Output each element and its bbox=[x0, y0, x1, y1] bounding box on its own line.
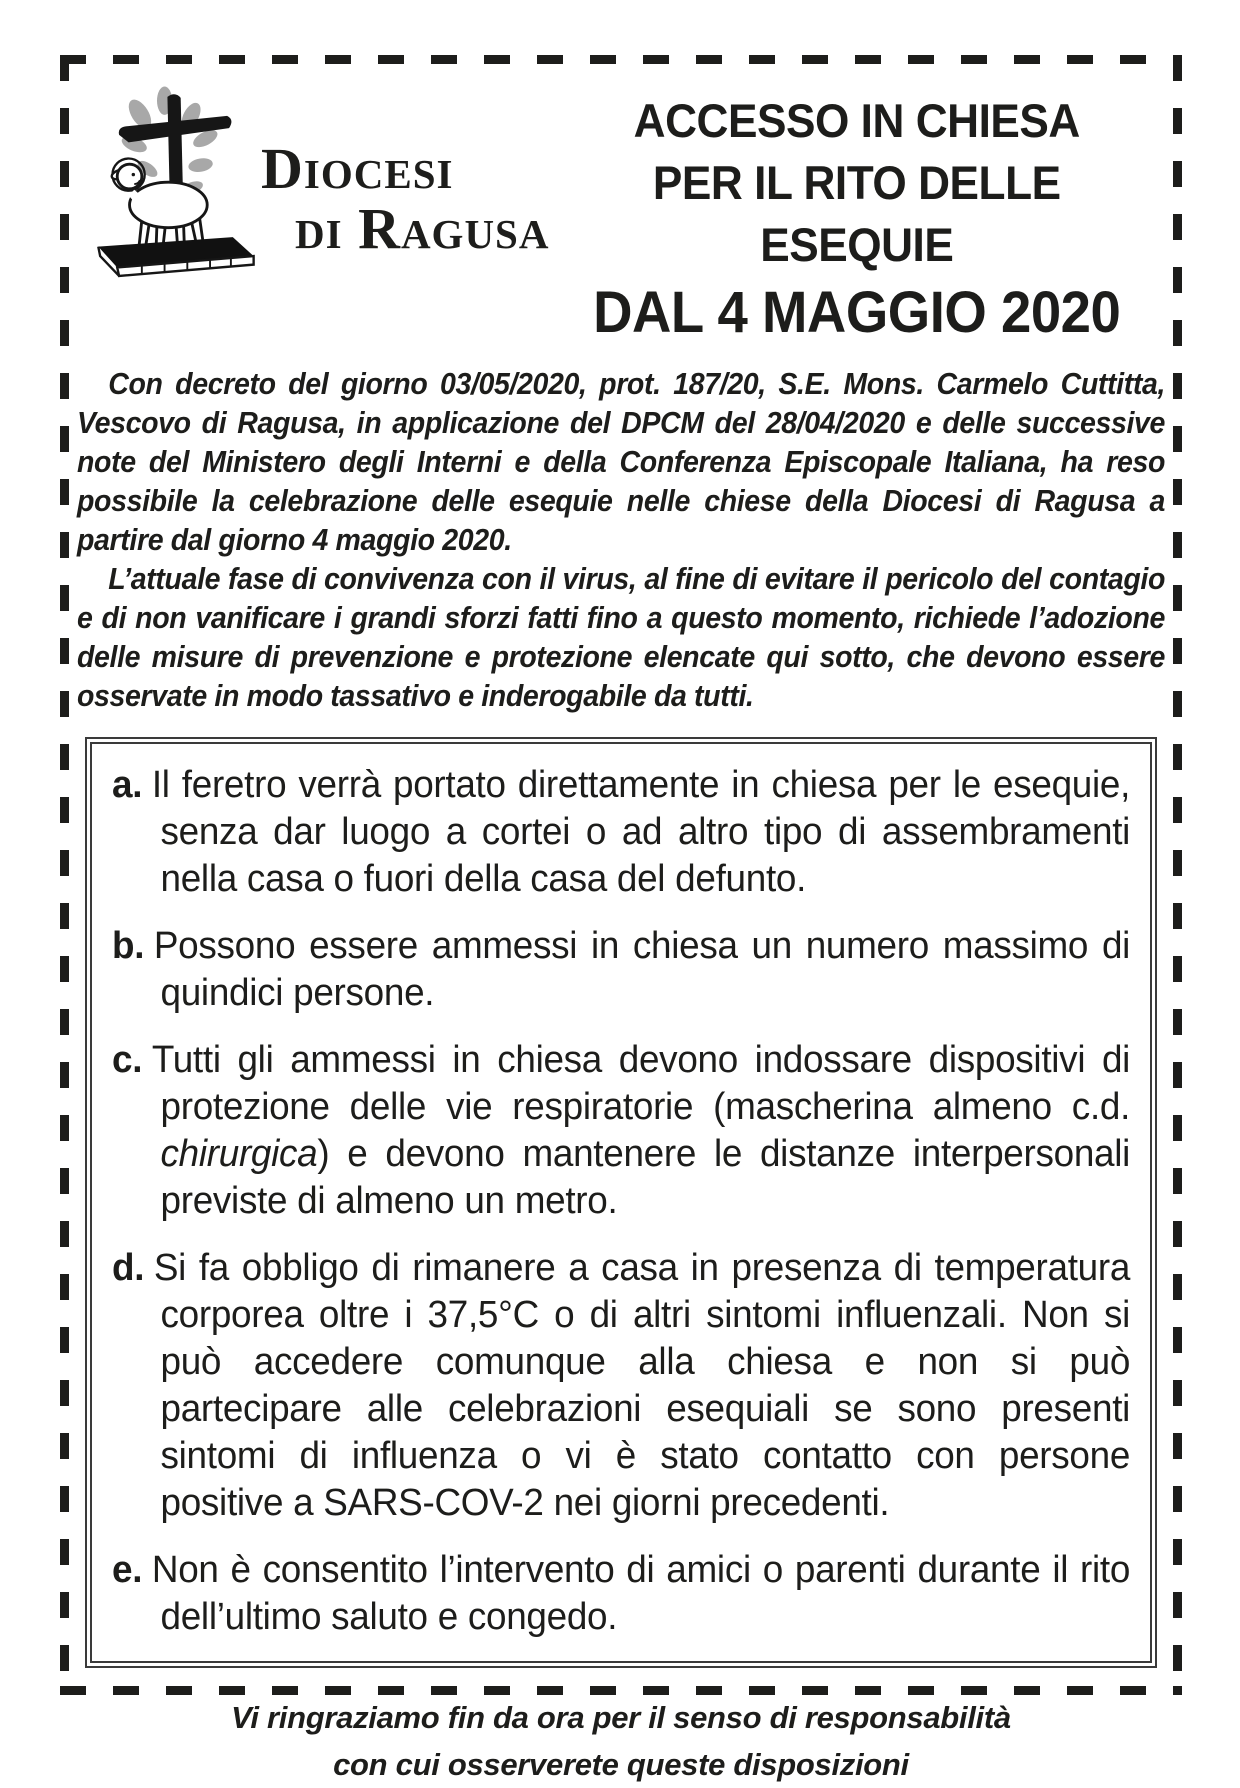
diocese-name-line1: Diocesi bbox=[261, 136, 454, 201]
closing-line-1: Vi ringraziamo fin da ora per il senso di responsabilità bbox=[231, 1699, 1011, 1735]
rule-letter-a: a. bbox=[112, 763, 143, 806]
dashed-border-top bbox=[60, 55, 1182, 64]
rules-box-inner bbox=[90, 742, 1152, 1663]
dashed-border-left bbox=[60, 55, 69, 1695]
rule-item-e bbox=[112, 1547, 1130, 1641]
diocese-logo-text bbox=[261, 136, 550, 261]
notice-content bbox=[69, 64, 1173, 1782]
rule-text-b: Possono essere ammessi in chiesa un numero massimo di quindici persone. bbox=[153, 924, 1131, 1014]
dashed-border-right bbox=[1173, 55, 1182, 1695]
intro-section bbox=[77, 364, 1165, 715]
rule-text-c-after: ) e devono mantenere le distanze interpersonali previste di almeno un metro. bbox=[160, 1132, 1131, 1222]
title-line-2: PER IL RITO DELLE ESEQUIE bbox=[653, 156, 1062, 272]
intro-paragraph-2: L’attuale fase di convivenza con il virus, al fine di evitare il pericolo del contagio e di non vanificare i grandi sforzi fatti fino a questo momento, richiede l’adozione delle misure di prevenzione e protezione elencate qui sotto, che devono essere osservate in modo tassativo e inderogabile da tutti. bbox=[77, 560, 1166, 713]
rule-letter-b: b. bbox=[112, 924, 145, 967]
diocese-logo bbox=[77, 74, 549, 279]
rule-letter-c: c. bbox=[112, 1038, 143, 1081]
rule-item-a bbox=[112, 762, 1130, 903]
title-line-1: ACCESSO IN CHIESA bbox=[634, 94, 1081, 147]
rule-item-c bbox=[112, 1037, 1130, 1225]
intro-paragraph-1: Con decreto del giorno 03/05/2020, prot. 187/20, S.E. Mons. Carmelo Cuttitta, Vescovo di Ragusa, in applicazione del DPCM del 28/04/2020 e delle successive note del Ministero degli Interni e della Conferenza Episcopale Italiana, ha reso possibile la celebrazione delle esequie nelle chiese della Diocesi di Ragusa a partire dal giorno 4 maggio 2020. bbox=[77, 365, 1166, 557]
rule-text-d: Si fa obbligo di rimanere a casa in presenza di temperatura corporea oltre i 37,5°C o di altri sintomi influenzali. Non si può accedere comunque alla chiesa e non si può partecipare alle celebrazioni esequiali se sono presenti sintomi di influenza o vi è stato contatto con persone positive a SARS-COV-2 nei giorni precedenti. bbox=[153, 1246, 1131, 1524]
rule-letter-d: d. bbox=[112, 1246, 145, 1289]
rules-box bbox=[85, 737, 1157, 1668]
rule-letter-e: e. bbox=[112, 1548, 143, 1591]
cutout-dashed-frame bbox=[60, 55, 1182, 1782]
book-icon bbox=[98, 237, 253, 276]
rule-text-c-italic: chirurgica bbox=[160, 1132, 318, 1175]
rule-item-b bbox=[112, 923, 1130, 1017]
closing-message bbox=[77, 1694, 1165, 1788]
diocese-emblem-icon bbox=[85, 74, 265, 279]
lamb-icon bbox=[111, 164, 208, 249]
rule-text-e: Non è consentito l’intervento di amici o parenti durante il rito dell’ultimo saluto e congedo. bbox=[151, 1548, 1131, 1638]
rule-item-d bbox=[112, 1245, 1130, 1527]
page-title bbox=[568, 74, 1147, 348]
diocese-name-line2: di Ragusa bbox=[295, 196, 550, 261]
closing-line-2: con cui osserverete queste disposizioni bbox=[333, 1746, 909, 1782]
title-line-3: DAL 4 MAGGIO 2020 bbox=[593, 280, 1121, 346]
header bbox=[77, 74, 1165, 348]
rules-list bbox=[112, 762, 1130, 1641]
rule-text-a: Il feretro verrà portato direttamente in chiesa per le esequie, senza dar luogo a cortei o ad altro tipo di assembramenti nella casa o fuori della casa del defunto. bbox=[151, 763, 1131, 900]
rule-text-c-before: Tutti gli ammessi in chiesa devono indossare dispositivi di protezione delle vie respiratorie (mascherina almeno c.d. bbox=[151, 1038, 1131, 1128]
